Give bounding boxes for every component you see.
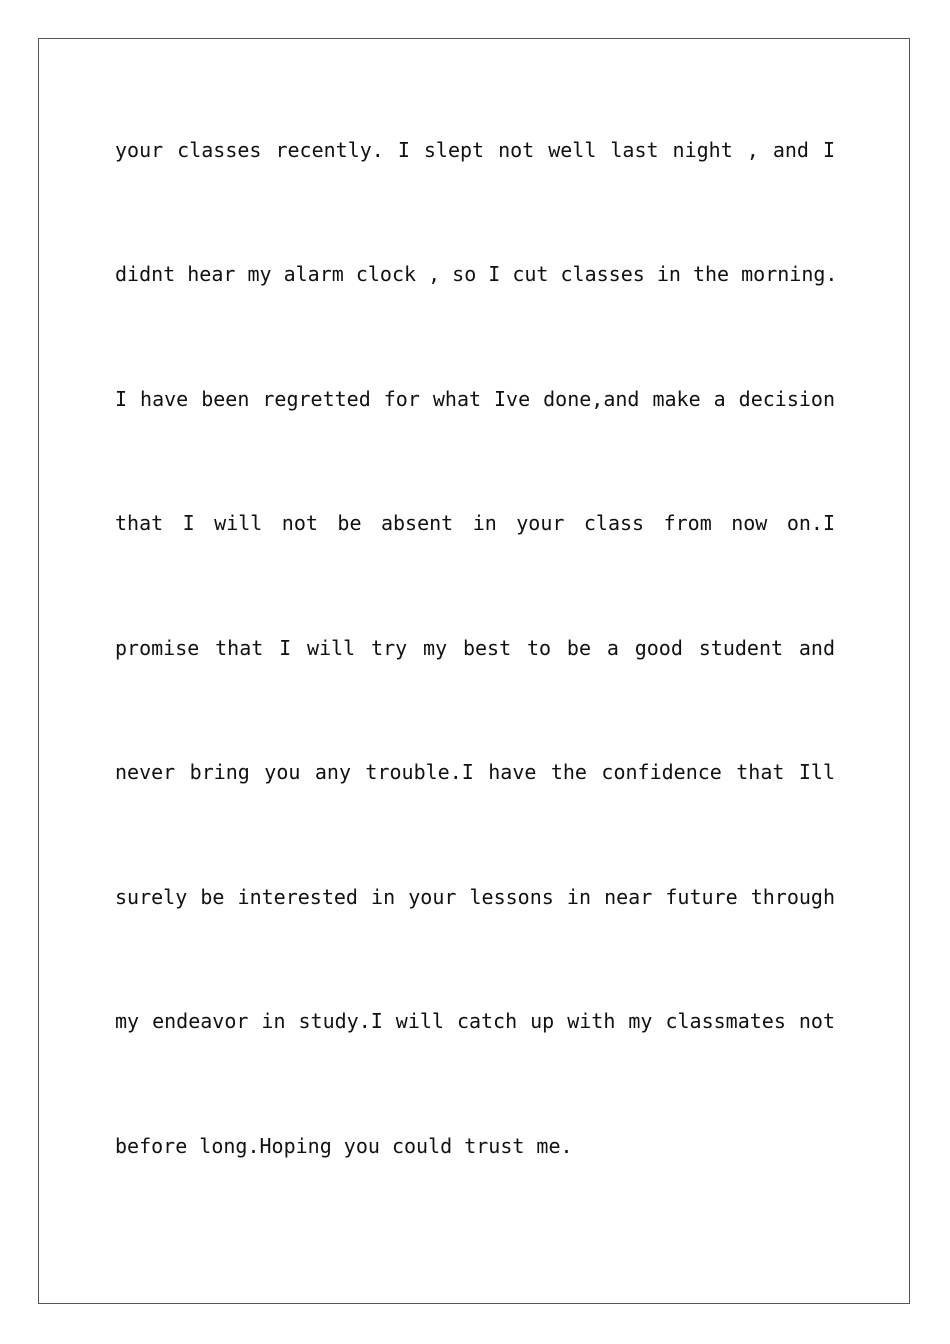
text-line: before long.Hoping you could trust me. xyxy=(115,1134,573,1158)
text-line: promise that I will try my best to be a good student and xyxy=(115,636,835,660)
text-line: never bring you any trouble.I have the confidence that Ill xyxy=(115,760,835,784)
text-line: my endeavor in study.I will catch up with my classmates not xyxy=(115,1009,835,1033)
text-line: didnt hear my alarm clock , so I cut classes in the morning. xyxy=(115,262,838,286)
document-page xyxy=(38,38,910,1304)
text-line: that I will not be absent in your class from now on.I xyxy=(115,511,835,535)
text-line: I have been regretted for what Ive done,and make a decision xyxy=(115,387,835,411)
text-line: surely be interested in your lessons in near future through xyxy=(115,885,835,909)
text-line: your classes recently. I slept not well last night , and I xyxy=(115,138,835,162)
